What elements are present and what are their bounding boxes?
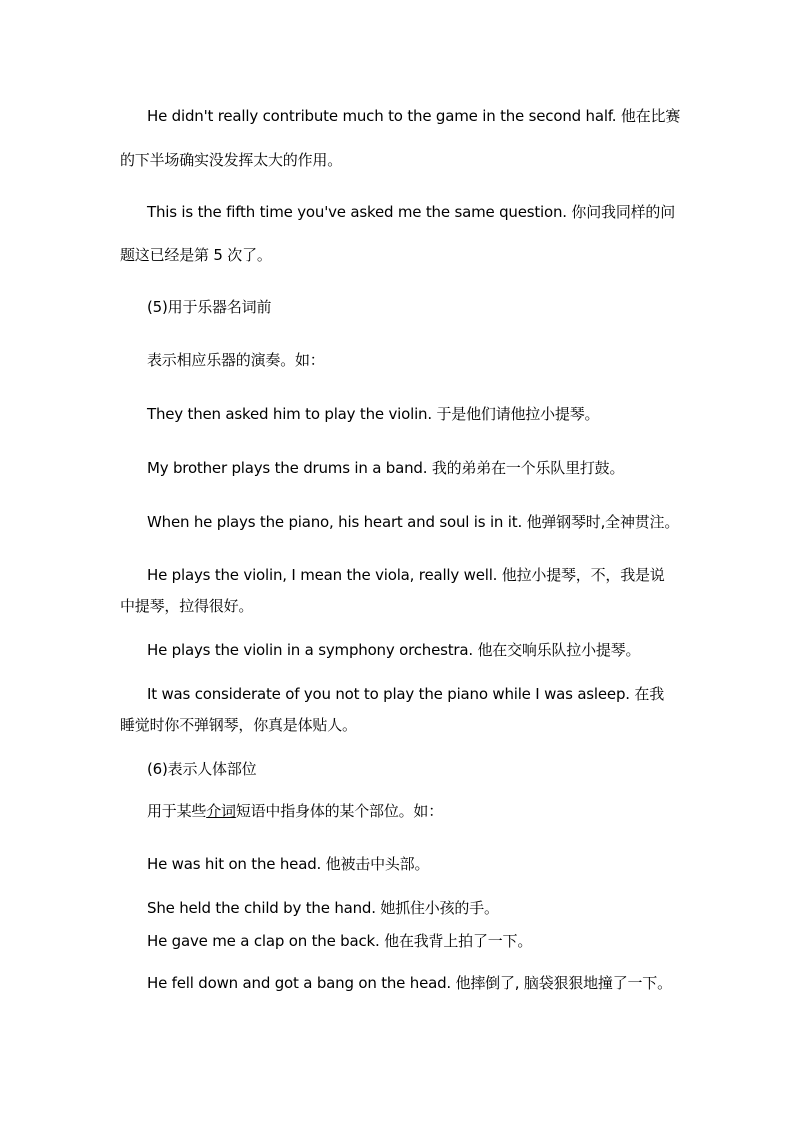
- paragraph-line: 题这已经是第 5 次了。: [120, 246, 272, 264]
- example-sentence: He was hit on the head. 他被击中头部。: [147, 855, 430, 873]
- example-sentence: He gave me a clap on the back. 他在我背上拍了一下。: [147, 932, 533, 950]
- paragraph-line: This is the fifth time you've asked me the same question. 你问我同样的问: [147, 203, 676, 221]
- example-sentence: My brother plays the drums in a band. 我的弟弟在一个乐队里打鼓。: [147, 459, 625, 477]
- example-sentence: They then asked him to play the violin. 于是他们请他拉小提琴。: [147, 405, 600, 423]
- section-heading: (6)表示人体部位: [147, 760, 257, 778]
- paragraph-line: 的下半场确实没发挥太大的作用。: [120, 151, 343, 169]
- example-sentence: 睡觉时你不弹钢琴，你真是体贴人。: [120, 716, 357, 734]
- example-sentence: When he plays the piano, his heart and soul is in it. 他弹钢琴时,全神贯注。: [147, 513, 680, 531]
- paragraph-line: He didn't really contribute much to the game in the second half. 他在比赛: [147, 107, 681, 125]
- usage-text-after: 短语中指身体的某个部位。如：: [235, 802, 444, 820]
- example-sentence: It was considerate of you not to play the piano while I was asleep. 在我: [147, 685, 665, 703]
- example-sentence: She held the child by the hand. 她抓住小孩的手。: [147, 899, 499, 917]
- example-sentence: 中提琴，拉得很好。: [120, 597, 254, 615]
- example-sentence: He plays the violin, I mean the viola, really well. 他拉小提琴，不，我是说: [147, 566, 665, 584]
- example-sentence: He plays the violin in a symphony orchestra. 他在交响乐队拉小提琴。: [147, 641, 641, 659]
- example-sentence: He fell down and got a bang on the head. 他摔倒了, 脑袋狠狠地撞了一下。: [147, 974, 672, 992]
- usage-text-before: 用于某些: [147, 802, 207, 820]
- usage-text-underlined: 介词: [206, 802, 236, 820]
- usage-line: [147, 801, 443, 821]
- section-heading: (5)用于乐器名词前: [147, 298, 272, 316]
- paragraph-line: 表示相应乐器的演奏。如：: [147, 351, 325, 369]
